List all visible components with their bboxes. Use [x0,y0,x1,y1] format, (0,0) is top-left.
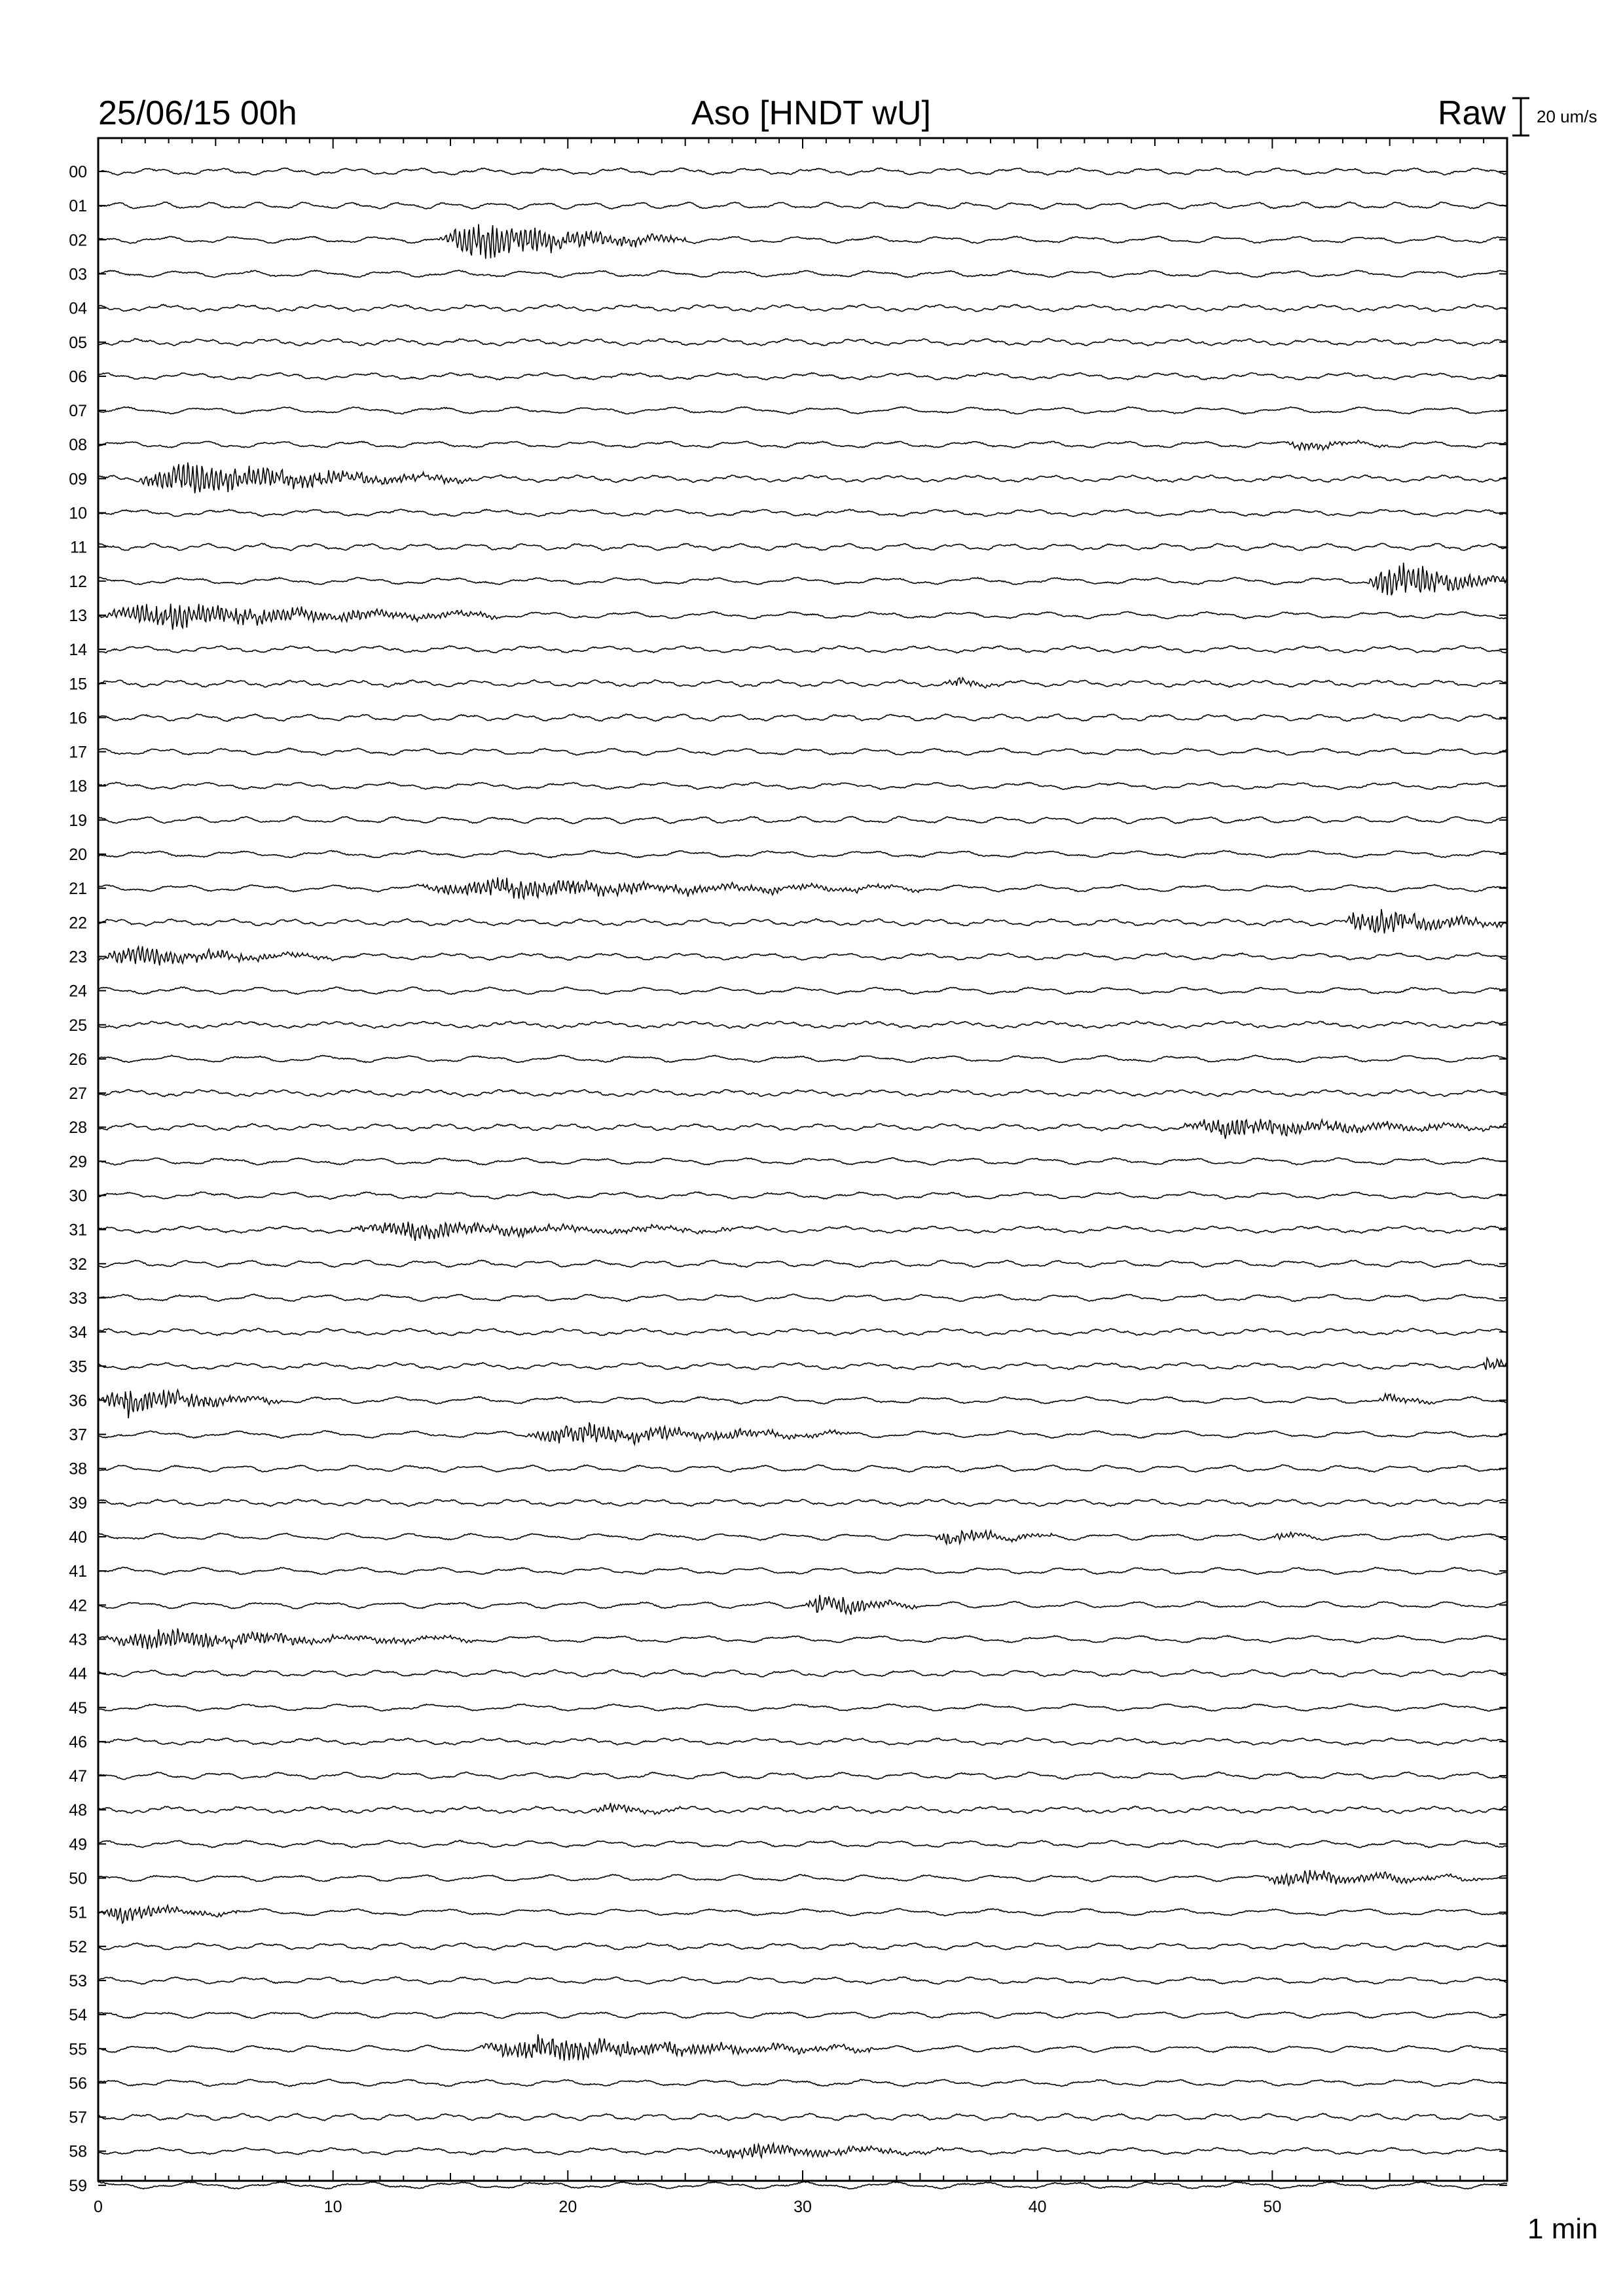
row-label: 45 [69,1698,87,1717]
trace-row-53 [98,1977,1507,1984]
row-label: 34 [69,1323,87,1342]
trace-row-17 [98,748,1507,755]
row-label: 50 [69,1869,87,1888]
row-label: 49 [69,1835,87,1854]
trace-row-20 [98,851,1507,858]
trace-row-11 [98,543,1507,550]
row-label: 58 [69,2142,87,2161]
trace-row-30 [98,1192,1507,1199]
row-label: 54 [69,2006,87,2025]
trace-row-18 [98,782,1507,789]
row-label: 51 [69,1903,87,1922]
row-label: 17 [69,743,87,762]
row-label: 21 [69,880,87,899]
trace-row-07 [98,407,1507,414]
trace-row-41 [98,1568,1507,1575]
row-label: 31 [69,1221,87,1240]
row-label: 07 [69,402,87,421]
trace-row-01 [98,202,1507,209]
trace-row-54 [98,2012,1507,2018]
trace-row-50 [98,1870,1507,1886]
trace-row-47 [98,1772,1507,1780]
header-station: Aso [HNDT wU] [691,94,931,132]
trace-row-00 [98,168,1507,175]
trace-row-46 [98,1738,1507,1745]
trace-row-36 [98,1390,1507,1419]
row-label: 27 [69,1085,87,1103]
row-label: 46 [69,1732,87,1751]
row-label: 22 [69,914,87,933]
row-label: 10 [69,504,87,523]
trace-row-56 [98,2079,1507,2087]
row-label: 09 [69,470,87,489]
trace-row-09 [98,463,1507,493]
scale-bar [1512,98,1529,135]
row-label: 03 [69,265,87,284]
row-label: 12 [69,572,87,591]
row-label: 14 [69,641,87,660]
trace-row-25 [98,1021,1507,1028]
row-label: 47 [69,1767,87,1786]
trace-row-35 [98,1358,1507,1370]
x-tick-label: 40 [1028,2198,1047,2216]
trace-row-12 [98,563,1507,596]
trace-row-23 [98,946,1507,965]
trace-row-10 [98,509,1507,516]
trace-row-16 [98,714,1507,721]
row-labels [69,163,1507,2195]
row-label: 48 [69,1801,87,1820]
trace-row-15 [98,678,1507,688]
trace-row-34 [98,1329,1507,1336]
row-label: 30 [69,1187,87,1206]
trace-row-13 [98,603,1507,630]
row-label: 26 [69,1050,87,1069]
row-label: 06 [69,367,87,386]
trace-row-02 [98,224,1507,259]
x-axis-ticks [94,2198,1281,2216]
row-label: 44 [69,1664,87,1683]
row-label: 04 [69,299,87,318]
trace-row-49 [98,1840,1507,1848]
trace-row-04 [98,304,1507,312]
trace-row-58 [98,2144,1507,2158]
row-label: 37 [69,1426,87,1444]
x-unit-label: 1 min [1527,2213,1598,2245]
trace-row-45 [98,1704,1507,1711]
trace-row-52 [98,1943,1507,1950]
trace-row-21 [98,878,1507,899]
row-label: 39 [69,1494,87,1513]
trace-row-03 [98,270,1507,278]
row-label: 38 [69,1460,87,1479]
row-label: 43 [69,1630,87,1649]
x-tick-label: 20 [558,2198,577,2216]
row-label: 32 [69,1255,87,1274]
trace-row-40 [98,1530,1507,1544]
trace-row-28 [98,1119,1507,1139]
trace-row-38 [98,1465,1507,1472]
row-label: 01 [69,197,87,216]
row-label: 33 [69,1289,87,1308]
trace-row-59 [98,2181,1507,2189]
seismic-traces [98,168,1507,2189]
trace-row-05 [98,338,1507,346]
trace-row-27 [98,1090,1507,1097]
row-label: 08 [69,436,87,455]
trace-row-37 [98,1422,1507,1444]
trace-row-32 [98,1260,1507,1267]
header-datetime: 25/06/15 00h [98,94,297,132]
row-label: 52 [69,1937,87,1956]
trace-row-26 [98,1055,1507,1062]
row-label: 36 [69,1391,87,1410]
row-label: 05 [69,333,87,352]
scale-bar-label: 20 um/s [1537,107,1597,126]
header-mode: Raw [1437,94,1506,132]
trace-row-08 [98,440,1507,451]
trace-row-48 [98,1803,1507,1814]
trace-row-33 [98,1294,1507,1301]
row-label: 11 [70,538,87,557]
trace-row-29 [98,1158,1507,1165]
trace-row-19 [98,816,1507,823]
row-label: 56 [69,2074,87,2093]
row-label: 16 [69,709,87,728]
row-label: 15 [69,675,87,694]
trace-row-43 [98,1628,1507,1649]
trace-row-39 [98,1499,1507,1507]
row-label: 19 [69,811,87,830]
row-label: 23 [69,948,87,967]
row-label: 40 [69,1528,87,1547]
row-label: 02 [69,231,87,250]
row-label: 28 [69,1119,87,1138]
row-label: 55 [69,2040,87,2059]
row-label: 42 [69,1596,87,1615]
row-label: 57 [69,2108,87,2127]
trace-row-14 [98,646,1507,653]
trace-row-55 [98,2034,1507,2061]
trace-row-31 [98,1222,1507,1241]
row-label: 00 [69,163,87,181]
row-label: 59 [69,2176,87,2195]
row-label: 20 [69,846,87,864]
trace-row-51 [98,1905,1507,1923]
row-label: 41 [69,1562,87,1581]
trace-row-57 [98,2113,1507,2121]
trace-row-24 [98,987,1507,994]
trace-row-06 [98,372,1507,380]
row-label: 18 [69,777,87,796]
trace-row-44 [98,1670,1507,1677]
x-tick-label: 10 [323,2198,342,2216]
x-tick-label: 50 [1263,2198,1282,2216]
x-tick-label: 30 [793,2198,812,2216]
trace-row-42 [98,1595,1507,1615]
row-label: 35 [69,1357,87,1376]
row-label: 13 [69,606,87,625]
row-label: 25 [69,1016,87,1035]
row-label: 53 [69,1971,87,1990]
x-tick-label: 0 [94,2198,103,2216]
row-label: 29 [69,1153,87,1172]
row-label: 24 [69,982,87,1001]
trace-row-22 [98,909,1507,933]
